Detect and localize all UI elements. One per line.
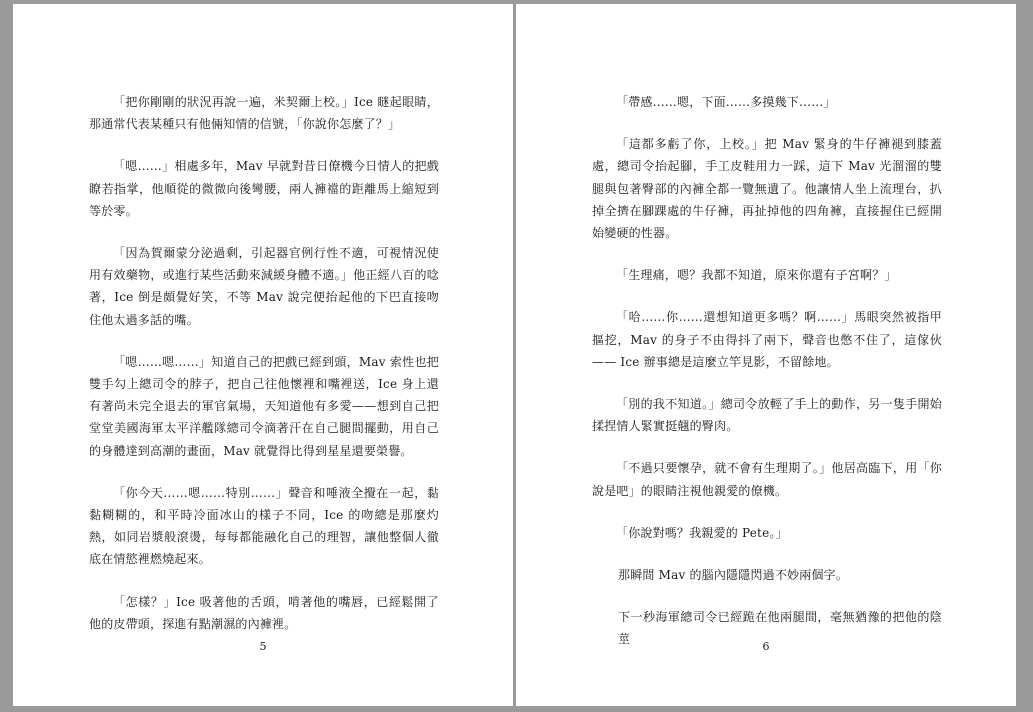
paragraph: 「生理痛，嗯？我都不知道，原來你還有子宮啊？」	[616, 268, 897, 283]
paragraph: 「因為賀爾蒙分泌過剩，引起器官例行性不適，可視情況使用有效藥物，或進行某些活動來減緩身體不適。」他正經八百的唸著，Ice 倒是頗覺好笑，不等 Mav 說完便抬起他的下巴直接吻住他太過多話的嘴。	[89, 246, 439, 327]
paragraph: 那瞬間 Mav 的腦內隱隱閃過不妙兩個字。	[618, 568, 849, 583]
paragraph: 「把你剛剛的狀況再說一遍，米契爾上校。」Ice 瞇起眼睛，那通常代表某種只有他倆知情的信號，「你說你怎麼了？」	[89, 95, 439, 132]
paragraph: 「你今天……嗯……特別……」聲音和唾液全攪在一起，黏黏糊糊的，和平時冷面冰山的樣子不同，Ice 的吻總是那麼灼熱，如同岩漿般滾燙，每每都能融化自己的理智，讓他整個人徹底在情慾裡燃燒起來。	[89, 485, 439, 567]
page-right	[516, 4, 1016, 706]
page-number: 5	[259, 640, 267, 653]
paragraph: 「帶感……嗯，下面……多摸幾下……」	[616, 95, 836, 109]
page-text	[89, 91, 439, 655]
page-text	[592, 91, 942, 671]
paragraph: 「怎樣？」Ice 吸著他的舌頭，啃著他的嘴唇，已經鬆開了他的皮帶頭，探進有點潮濕的內褲裡。	[89, 594, 439, 631]
paragraph: 「這都多虧了你，上校。」把 Mav 緊身的牛仔褲褪到膝蓋處，總司令抬起腳，手工皮鞋用力一踩，這下 Mav 光溜溜的雙腿與包著臀部的內褲全都一覽無遺了。他讓情人坐上流理台，扒掉全擠在腳踝處的牛仔褲，再扯掉他的四角褲，直接握住已經開始變硬的性器。	[592, 137, 942, 241]
paragraph: 「你說對嗎？我親愛的 Pete。」	[616, 525, 788, 540]
paragraph: 下一秒海軍總司令已經跪在他兩腿間，毫無猶豫的把他的陰莖	[618, 610, 942, 647]
paragraph: 「哈……你……還想知道更多嗎？啊……」馬眼突然被指甲摳挖，Mav 的身子不由得抖了兩下，聲音也憋不住了，這傢伙—— Ice 辦事總是這麼立竿見影，不留餘地。	[592, 310, 942, 369]
paragraph: 「不過只要懷孕，就不會有生理期了。」他居高臨下，用「你說是吧」的眼睛注視他親愛的僚機。	[592, 461, 942, 498]
paragraph: 「嗯……」相處多年，Mav 早就對昔日僚機今日情人的把戲瞭若指掌，他順從的微微向後彎腰，兩人褲襠的距離馬上縮短到等於零。	[89, 159, 439, 218]
paragraph: 「別的我不知道。」總司令放輕了手上的動作，另一隻手開始揉捏情人緊實挺翹的臀肉。	[592, 397, 942, 434]
paragraph: 「嗯……嗯……」知道自己的把戲已經到頭，Mav 索性也把雙手勾上總司令的脖子，把自己往他懷裡和嘴裡送，Ice 身上還有著尚未完全退去的軍官氣場，天知道他有多愛——想到自己把堂堂美國海軍太平洋艦隊總司令滴著汗在自己腿間擺動，用自己的身體達到高潮的畫面，Mav 就覺得比得到星星還要榮譽。	[89, 354, 439, 458]
page-left	[13, 4, 513, 706]
page-number: 6	[762, 640, 770, 653]
